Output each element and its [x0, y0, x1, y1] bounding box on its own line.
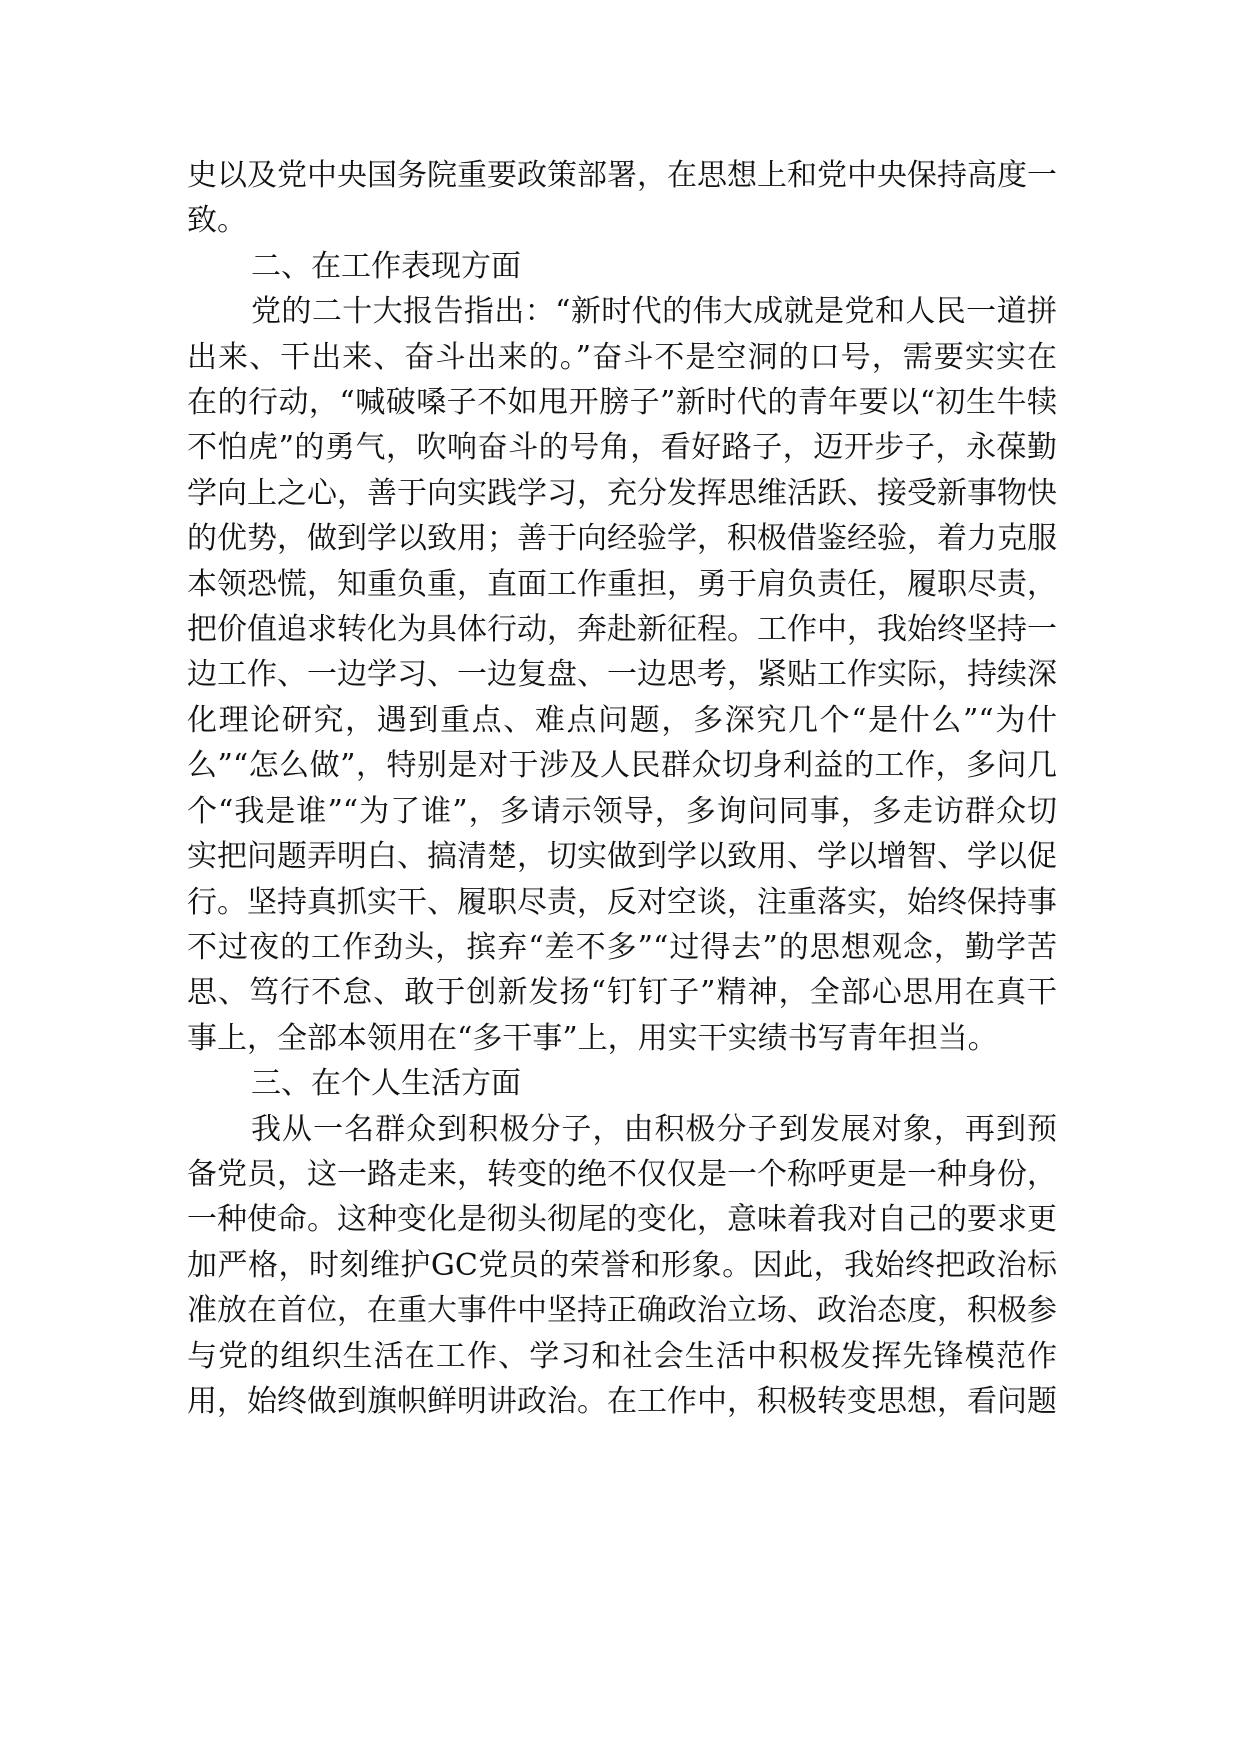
section-heading-work-performance: 二、在工作表现方面 [251, 248, 521, 284]
section-heading-personal-life: 三、在个人生活方面 [251, 1066, 521, 1102]
paragraph-continuation: 史以及党中央国务院重要政策部署，在思想上和党中央保持高度一致。 [187, 158, 1057, 239]
paragraph-work-performance: 党的二十大报告指出：“新时代的伟大成就是党和人民一道拼出来、干出来、奋斗出来的。”奋斗不是空洞的口号，需要实实在在的行动，“喊破嗓子不如甩开膀子”新时代的青年要以“初生牛犊不怕虎”的勇气，吹响奋斗的号角，看好路子，迈开步子，永葆勤学向上之心，善于向实践学习，充分发挥思维活跃、接受新事物快的优势，做到学以致用；善于向经验学，积极借鉴经验，着力克服本领恐慌，知重负重，直面工作重担，勇于肩负责任，履职尽责，把价值追求转化为具体行动，奔赴新征程。工作中，我始终坚持一边工作、一边学习、一边复盘、一边思考，紧贴工作实际，持续深化理论研究，遇到重点、难点问题，多深究几个“是什么”“为什么”“怎么做”，特别是对于涉及人民群众切身利益的工作，多问几个“我是谁”“为了谁”，多请示领导，多询问同事，多走访群众切实把问题弄明白、搞清楚，切实做到学以致用、学以增智、学以促行。坚持真抓实干、履职尽责，反对空谈，注重落实，始终保持事不过夜的工作劲头，摈弃“差不多”“过得去”的思想观念，勤学苦思、笃行不怠、敢于创新发扬“钉钉子”精神，全部心思用在真干事上，全部本领用在“多干事”上，用实干实绩书写青年担当。 [187, 294, 1057, 1056]
paragraph-personal-life: 我从一名群众到积极分子，由积极分子到发展对象，再到预备党员，这一路走来，转变的绝不仅仅是一个称呼更是一种身份，一种使命。这种变化是彻头彻尾的变化，意味着我对自己的要求更加严格，时刻维护GC党员的荣誉和形象。因此，我始终把政治标准放在首位，在重大事件中坚持正确政治立场、政治态度，积极参与党的组织生活在工作、学习和社会生活中积极发挥先锋模范作用，始终做到旗帜鲜明讲政治。在工作中，积极转变思想，看问题 [187, 1111, 1057, 1419]
document-page [187, 153, 1057, 1424]
